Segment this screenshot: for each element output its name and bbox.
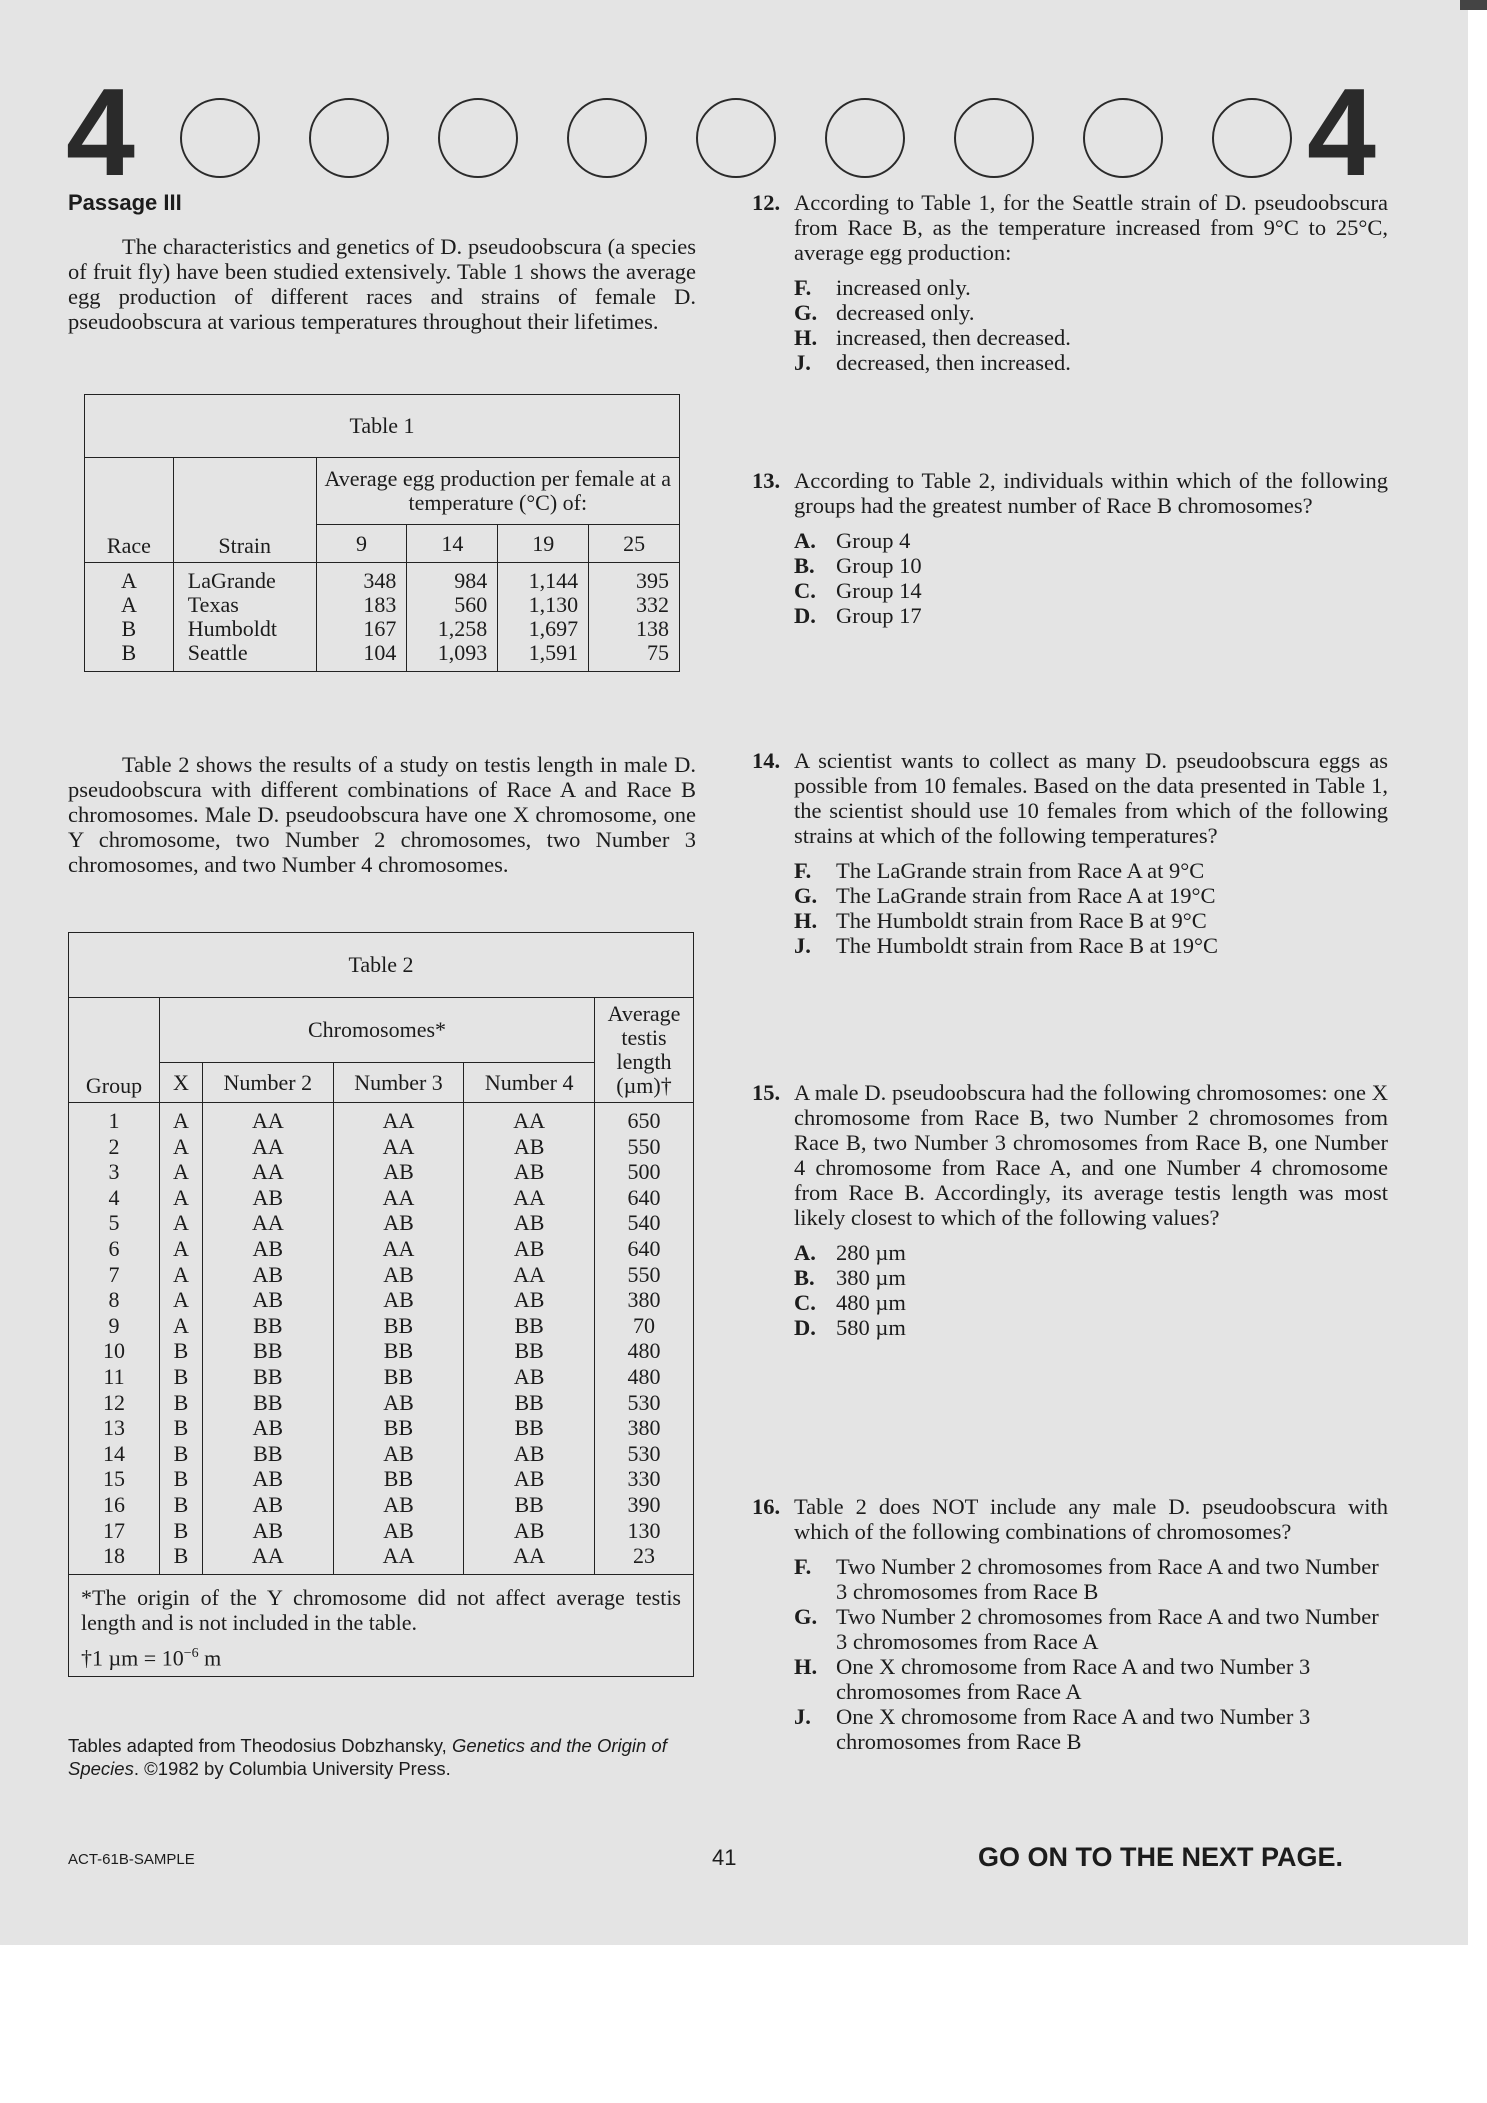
passage-intro: The characteristics and genetics of D. pseudoobscura (a species of fruit fly) have been studied extensively. Table 1 shows the average egg production of different races and strains of female D. pseudoobscura at various temperatures throughout their lifetimes. (68, 234, 696, 334)
option-letter: B. (794, 1265, 815, 1290)
option-text: increased only. (836, 275, 971, 300)
table-cell: AA (333, 1185, 464, 1211)
option-text: 480 µm (836, 1290, 906, 1315)
table-2-length-header: Average testis length (µm)† (607, 1001, 681, 1098)
table-cell: 480 (627, 1363, 661, 1389)
header-circle (438, 98, 518, 178)
table-cell: BB (203, 1338, 334, 1364)
table-cell: 2 (69, 1134, 160, 1160)
table-1-title: Table 1 (85, 395, 680, 458)
option-letter: F. (794, 858, 812, 883)
table-cell: A (160, 1134, 203, 1160)
option-letter: J. (794, 1704, 811, 1729)
table-cell: AB (464, 1236, 595, 1262)
scan-edge-mark (1460, 0, 1487, 10)
table-cell: AB (333, 1210, 464, 1236)
question-13 (752, 468, 1388, 628)
table-cell: B (160, 1338, 203, 1364)
table-row (69, 1262, 694, 1288)
answer-option[interactable] (794, 1604, 1388, 1654)
table-cell: 8 (69, 1287, 160, 1313)
table-2-footnote-1: *The origin of the Y chromosome did not affect average testis length and is not included in the table. (81, 1584, 681, 1635)
table-cell: 330 (627, 1466, 661, 1492)
option-text: Two Number 2 chromosomes from Race A and two Number 3 chromosomes from Race A (836, 1604, 1379, 1654)
table-cell: B (85, 617, 174, 641)
footer-code: ACT-61B-SAMPLE (68, 1851, 195, 1868)
table-cell: 138 (636, 616, 669, 641)
table-cell: AB (333, 1287, 464, 1313)
answer-option[interactable] (794, 858, 1388, 883)
option-text: Group 4 (836, 528, 911, 553)
table-cell: B (160, 1415, 203, 1441)
table-2-title: Table 2 (69, 933, 694, 998)
table-cell: B (85, 641, 174, 672)
table-cell: 650 (595, 1103, 694, 1134)
passage-title: Passage III (68, 190, 182, 215)
answer-option[interactable] (794, 528, 1388, 553)
table-1-temp-header: 9 (316, 525, 407, 563)
table-cell: A (160, 1103, 203, 1134)
table-cell: 5 (69, 1210, 160, 1236)
table-cell: B (160, 1518, 203, 1544)
table-cell: 16 (69, 1492, 160, 1518)
option-text: decreased only. (836, 300, 975, 325)
option-letter: C. (794, 1290, 816, 1315)
table-cell: 640 (627, 1184, 661, 1210)
option-letter: A. (794, 528, 816, 553)
option-text: Group 10 (836, 553, 922, 578)
option-letter: G. (794, 300, 818, 325)
question-number: 16. (752, 1494, 781, 1519)
table-cell: AB (333, 1518, 464, 1544)
table-cell: BB (203, 1364, 334, 1390)
option-text: Two Number 2 chromosomes from Race A and two Number 3 chromosomes from Race B (836, 1554, 1379, 1604)
passage-column (68, 190, 696, 334)
option-text: The Humboldt strain from Race B at 9°C (836, 908, 1207, 933)
table-cell: B (160, 1492, 203, 1518)
table-cell: 480 (627, 1338, 661, 1364)
table-cell: 18 (69, 1543, 160, 1574)
table-row (69, 1441, 694, 1467)
table-cell: AA (464, 1103, 595, 1134)
table-cell: A (160, 1262, 203, 1288)
option-text: increased, then decreased. (836, 325, 1071, 350)
option-letter: H. (794, 1654, 818, 1679)
answer-option[interactable] (794, 1704, 1388, 1754)
table-cell: 23 (633, 1543, 655, 1569)
table-cell: AB (464, 1287, 595, 1313)
table-row (69, 1210, 694, 1236)
header-circle (180, 98, 260, 178)
table-cell: 11 (69, 1364, 160, 1390)
option-letter: F. (794, 275, 812, 300)
table-cell: 130 (627, 1517, 661, 1543)
table2-intro-column (68, 752, 696, 877)
table-cell: 1,591 (498, 641, 589, 672)
table-cell: 14 (69, 1441, 160, 1467)
table-cell: BB (203, 1441, 334, 1467)
option-text: 280 µm (836, 1240, 906, 1265)
table-row (69, 1287, 694, 1313)
page-number: 41 (712, 1845, 737, 1870)
table-1-strain-header: Strain (173, 458, 316, 563)
table-cell: 540 (627, 1210, 661, 1236)
table-cell: AB (464, 1159, 595, 1185)
table-cell: A (160, 1287, 203, 1313)
option-letter: H. (794, 325, 818, 350)
header-circles (180, 98, 1280, 188)
table-cell: A (160, 1185, 203, 1211)
option-text: The LaGrande strain from Race A at 9°C (836, 858, 1205, 883)
table-cell: AB (203, 1262, 334, 1288)
table-cell: B (160, 1543, 203, 1574)
table-row (69, 1236, 694, 1262)
table-cell: 1,093 (407, 641, 498, 672)
table-cell: 1 (69, 1103, 160, 1134)
table-cell: BB (203, 1313, 334, 1339)
table-2-intro: Table 2 shows the results of a study on testis length in male D. pseudoobscura with different combinations of Race A and Race B chromosomes. Male D. pseudoobscura have one X chromosome, one Y chromosome, two Number 2 chromosomes, two Number 3 chromosomes, and two Number 4 chromosomes. (68, 752, 696, 877)
table-cell: 167 (316, 617, 407, 641)
table-1 (84, 394, 680, 672)
table-cell: 70 (633, 1312, 655, 1338)
table-cell: BB (464, 1390, 595, 1416)
table-cell: 390 (627, 1491, 661, 1517)
table-1-temp-header: 19 (498, 525, 589, 563)
table-1-group-header: Average egg production per female at a temperature (°C) of: (316, 458, 679, 525)
option-letter: G. (794, 1604, 818, 1629)
table-cell: AB (464, 1134, 595, 1160)
option-text: The LaGrande strain from Race A at 19°C (836, 883, 1216, 908)
option-text: decreased, then increased. (836, 350, 1071, 375)
table-cell: 395 (589, 563, 680, 594)
question-stem: According to Table 1, for the Seattle strain of D. pseudoobscura from Race B, as the temperature increased from 9°C to 25°C, average egg production: (794, 190, 1388, 265)
table-cell: 550 (627, 1261, 661, 1287)
option-letter: F. (794, 1554, 812, 1579)
table-cell: AB (464, 1441, 595, 1467)
table-cell: 183 (316, 593, 407, 617)
table-cell: BB (203, 1390, 334, 1416)
header-circle (1083, 98, 1163, 178)
table-cell: AA (464, 1543, 595, 1574)
table-cell: AB (203, 1466, 334, 1492)
answer-option[interactable] (794, 603, 1388, 628)
table-row (69, 1390, 694, 1416)
table-cell: BB (464, 1313, 595, 1339)
table-cell: AA (464, 1185, 595, 1211)
table-cell: AA (464, 1262, 595, 1288)
next-page-note: GO ON TO THE NEXT PAGE. (978, 1842, 1344, 1872)
table-cell: BB (333, 1415, 464, 1441)
table-row (69, 1518, 694, 1544)
option-letter: A. (794, 1240, 816, 1265)
table-cell: AB (333, 1441, 464, 1467)
table-cell: AA (203, 1210, 334, 1236)
header-circle (954, 98, 1034, 178)
table-2-chromosomes-header: Chromosomes* (160, 998, 595, 1063)
header-circle (309, 98, 389, 178)
table-row (69, 1134, 694, 1160)
table-cell: 560 (407, 593, 498, 617)
table-cell: AA (203, 1543, 334, 1574)
answer-option[interactable] (794, 578, 1388, 603)
option-text: 580 µm (836, 1315, 906, 1340)
table-cell: AA (203, 1159, 334, 1185)
table-cell: AB (203, 1287, 334, 1313)
table-cell: AB (203, 1518, 334, 1544)
answer-option[interactable] (794, 1290, 1388, 1315)
question-stem: A scientist wants to collect as many D. pseudoobscura eggs as possible from 10 females. Based on the data presented in Table 1, the scientist should use 10 females from which of the following strains at which of the following temperatures? (794, 748, 1388, 848)
answer-option[interactable] (794, 553, 1388, 578)
table-cell: 348 (316, 563, 407, 594)
table-cell: AA (203, 1134, 334, 1160)
question-number: 13. (752, 468, 781, 493)
answer-option[interactable] (794, 1554, 1388, 1604)
table-cell: 984 (407, 563, 498, 594)
table-row (69, 1185, 694, 1211)
table-cell: A (160, 1159, 203, 1185)
table-cell: AB (203, 1185, 334, 1211)
option-text: 380 µm (836, 1265, 906, 1290)
question-stem: According to Table 2, individuals within which of the following groups had the greatest number of Race B chromosomes? (794, 468, 1388, 518)
table-cell: 15 (69, 1466, 160, 1492)
table-cell: 550 (627, 1133, 661, 1159)
table-cell: 1,130 (498, 593, 589, 617)
table-cell: A (160, 1210, 203, 1236)
option-letter: D. (794, 603, 816, 628)
table-cell: 7 (69, 1262, 160, 1288)
option-letter: J. (794, 350, 811, 375)
option-text: One X chromosome from Race A and two Number 3 chromosomes from Race A (836, 1654, 1311, 1704)
table-cell: BB (333, 1313, 464, 1339)
table-1-temp-header: 14 (407, 525, 498, 563)
table-cell: Seattle (173, 641, 316, 672)
answer-option[interactable] (794, 350, 1388, 375)
table-2-footnote (69, 1574, 694, 1676)
answer-option[interactable] (794, 300, 1388, 325)
table-cell: AB (333, 1492, 464, 1518)
table-cell: 12 (69, 1390, 160, 1416)
table-cell: 640 (627, 1235, 661, 1261)
question-number: 15. (752, 1080, 781, 1105)
table-cell: AB (333, 1159, 464, 1185)
table-2 (68, 932, 694, 1677)
table-cell: AB (464, 1364, 595, 1390)
option-letter: B. (794, 553, 815, 578)
table-cell: A (160, 1313, 203, 1339)
question-16 (752, 1494, 1388, 1754)
table-cell: 380 (627, 1287, 661, 1313)
table-2-number2-header: Number 2 (203, 1063, 334, 1103)
table-row (85, 641, 680, 672)
table-2-number3-header: Number 3 (333, 1063, 464, 1103)
table-cell: BB (464, 1338, 595, 1364)
table-cell: 1,258 (407, 617, 498, 641)
table-row (85, 563, 680, 594)
table-row (69, 1415, 694, 1441)
table-cell: BB (333, 1466, 464, 1492)
table-credit: Tables adapted from Theodosius Dobzhansky, Genetics and the Origin of Species. ©1982 by Columbia University Press. (68, 1735, 667, 1779)
table-cell: B (160, 1441, 203, 1467)
table-cell: 1,697 (498, 617, 589, 641)
answer-option[interactable] (794, 883, 1388, 908)
section-number-left: 4 (66, 64, 135, 202)
table-row (85, 593, 680, 617)
table-cell: 6 (69, 1236, 160, 1262)
table-cell: 9 (69, 1313, 160, 1339)
table-cell: AB (203, 1236, 334, 1262)
question-number: 14. (752, 748, 781, 773)
table-cell: 13 (69, 1415, 160, 1441)
table-cell: 530 (627, 1389, 661, 1415)
table-cell: B (160, 1390, 203, 1416)
option-text: Group 17 (836, 603, 922, 628)
table-cell: BB (333, 1364, 464, 1390)
table-cell: BB (464, 1415, 595, 1441)
table-cell: AB (464, 1466, 595, 1492)
answer-option[interactable] (794, 908, 1388, 933)
table-1-race-header: Race (85, 458, 174, 563)
question-14 (752, 748, 1388, 958)
table-cell: 4 (69, 1185, 160, 1211)
option-letter: D. (794, 1315, 816, 1340)
table-cell: 104 (316, 641, 407, 672)
table-cell: 1,144 (498, 563, 589, 594)
table-cell: 75 (647, 640, 669, 665)
answer-option[interactable] (794, 1315, 1388, 1340)
table-row (69, 1543, 694, 1574)
table-cell: 332 (636, 592, 669, 617)
table-cell: 380 (627, 1415, 661, 1441)
header-circle (567, 98, 647, 178)
table-cell: AB (203, 1415, 334, 1441)
table-cell: AA (333, 1103, 464, 1134)
answer-option[interactable] (794, 933, 1388, 958)
table-cell: AB (464, 1210, 595, 1236)
table-cell: A (85, 563, 174, 594)
table-cell: AA (333, 1543, 464, 1574)
table-cell: AA (333, 1134, 464, 1160)
answer-option[interactable] (794, 1265, 1388, 1290)
table-cell: Humboldt (173, 617, 316, 641)
table-2-group-header: Group (69, 998, 160, 1103)
table-cell: A (85, 593, 174, 617)
table-row (69, 1492, 694, 1518)
table-row (69, 1103, 694, 1134)
table-cell: AB (203, 1492, 334, 1518)
section-number-right: 4 (1307, 64, 1376, 202)
table-2-footnote-2: †1 $\mu m = 10^{-6}$ m (81, 1645, 222, 1671)
option-text: Group 14 (836, 578, 922, 603)
table-cell: AB (464, 1518, 595, 1544)
table-row (85, 617, 680, 641)
table-cell: 530 (627, 1440, 661, 1466)
table-cell: B (160, 1364, 203, 1390)
option-letter: C. (794, 578, 816, 603)
option-text: One X chromosome from Race A and two Number 3 chromosomes from Race B (836, 1704, 1311, 1754)
table-row (69, 1338, 694, 1364)
option-letter: H. (794, 908, 818, 933)
table-cell: AB (333, 1262, 464, 1288)
table-cell: BB (333, 1338, 464, 1364)
table-cell: AA (203, 1103, 334, 1134)
table-cell: AB (333, 1390, 464, 1416)
header-circle (696, 98, 776, 178)
table-row (69, 1159, 694, 1185)
answer-option[interactable] (794, 275, 1388, 300)
table-cell: BB (464, 1492, 595, 1518)
table-2-number4-header: Number 4 (464, 1063, 595, 1103)
table-cell: 17 (69, 1518, 160, 1544)
table-cell: AA (333, 1236, 464, 1262)
header-circle (1212, 98, 1292, 178)
option-letter: J. (794, 933, 811, 958)
table-2-x-header: X (160, 1063, 203, 1103)
answer-option[interactable] (794, 1240, 1388, 1265)
header-circle (825, 98, 905, 178)
table-1-temp-header: 25 (623, 530, 646, 556)
question-number: 12. (752, 190, 781, 215)
answer-option[interactable] (794, 1654, 1388, 1704)
table-cell: 3 (69, 1159, 160, 1185)
option-letter: G. (794, 883, 818, 908)
question-15 (752, 1080, 1388, 1340)
answer-option[interactable] (794, 325, 1388, 350)
option-text: The Humboldt strain from Race B at 19°C (836, 933, 1219, 958)
table-cell: LaGrande (173, 563, 316, 594)
table-cell: 500 (627, 1159, 661, 1185)
question-12 (752, 190, 1388, 375)
table-row (69, 1313, 694, 1339)
table-cell: 10 (69, 1338, 160, 1364)
table-row (69, 1466, 694, 1492)
table-cell: Texas (173, 593, 316, 617)
table-cell: A (160, 1236, 203, 1262)
question-stem: Table 2 does NOT include any male D. pseudoobscura with which of the following combinations of chromosomes? (794, 1494, 1388, 1544)
table-row (69, 1364, 694, 1390)
question-stem: A male D. pseudoobscura had the following chromosomes: one X chromosome from Race B, two Number 2 chromosomes from Race B, two Number 3 chromosomes from Race B, one Number 4 chromosome from Race A, and one Number 4 chromosome from Race B. Accordingly, its average testis length was most likely closest to which of the following values? (794, 1080, 1388, 1230)
table-cell: B (160, 1466, 203, 1492)
